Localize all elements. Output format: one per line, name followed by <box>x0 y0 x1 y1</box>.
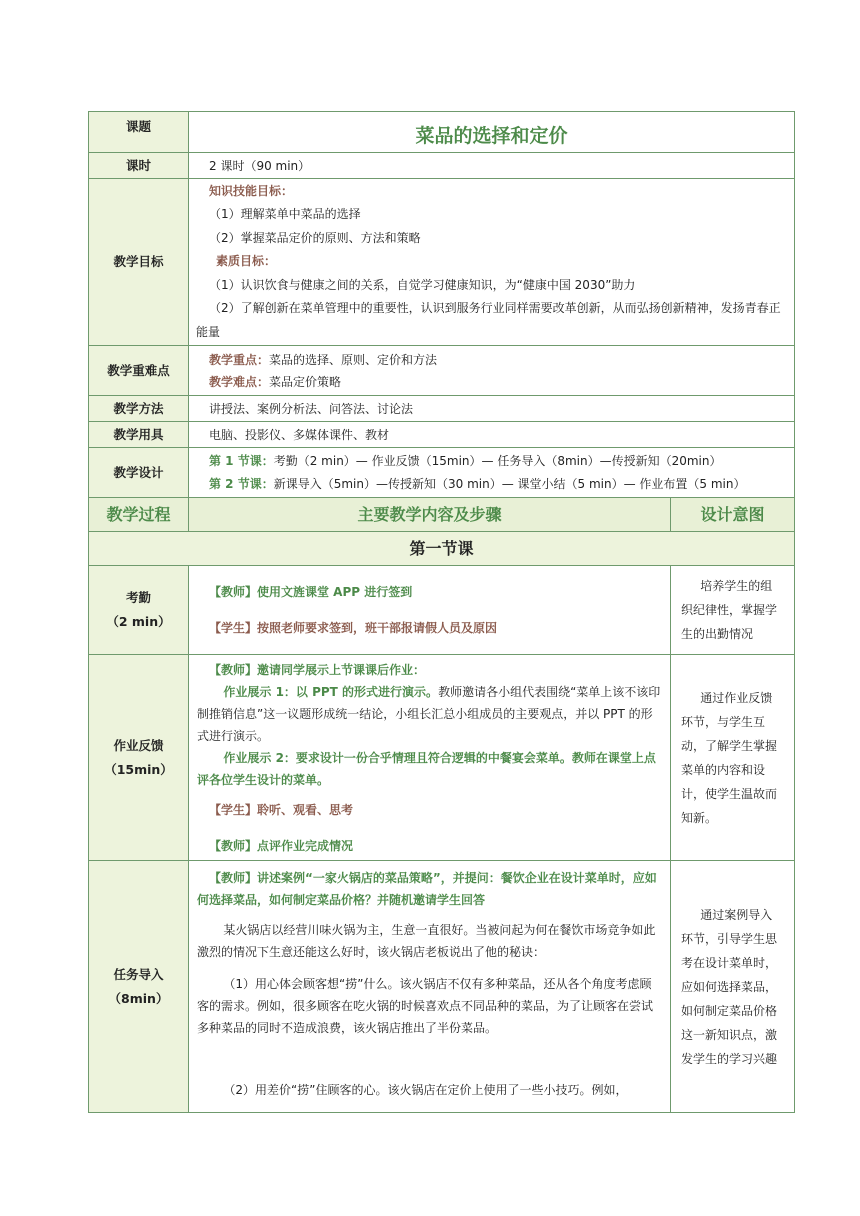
keypoint-head: 教学重点： <box>209 352 270 367</box>
intro-teacher: 【教师】讲述案例“一家火锅店的菜品策略”，并提问：餐饮企业在设计菜单时，应如何选择菜品，如何制定菜品价格？并随机邀请学生回答 <box>197 871 657 907</box>
keypoints-label: 教学重难点 <box>89 346 189 396</box>
methods-label: 教学方法 <box>89 396 189 422</box>
attendance-teacher: 【教师】使用文旌课堂 APP 进行签到 <box>209 585 413 599</box>
process-header-col3: 设计意图 <box>671 498 795 532</box>
hours-value: 2 课时（90 min） <box>189 153 795 179</box>
hours-label: 课时 <box>89 153 189 179</box>
design2-text: 新课导入（5min）—传授新知（30 min）— 课堂小结（5 min）— 作业布置（5 min） <box>273 476 746 491</box>
tools-value: 电脑、投影仪、多媒体课件、教材 <box>189 422 795 448</box>
design-cell <box>189 448 795 498</box>
quality-title: 素质目标： <box>216 254 277 269</box>
objective-q1: （1）认识饮食与健康之间的关系，自觉学习健康知识，为“健康中国 2030”助力 <box>209 277 636 292</box>
design1-text: 考勤（2 min）— 作业反馈（15min）— 任务导入（8min）—传授新知（20min） <box>273 453 722 468</box>
tools-label: 教学用具 <box>89 422 189 448</box>
homework-label: 作业反馈 <box>113 737 164 753</box>
page-title: 菜品的选择和定价 <box>189 112 795 153</box>
attendance-time: （2 min） <box>106 614 171 629</box>
keypoints-cell <box>189 346 795 396</box>
difficulty-text: 菜品定价策略 <box>269 374 342 389</box>
intro-content <box>189 861 671 1113</box>
topic-label: 课题 <box>89 112 189 153</box>
objective-k2: （2）掌握菜品定价的原则、方法和策略 <box>209 230 421 245</box>
attendance-content <box>189 566 671 655</box>
objectives-label: 教学目标 <box>89 179 189 346</box>
homework-teacher2: 【教师】点评作业完成情况 <box>209 838 354 853</box>
homework-content <box>189 655 671 861</box>
attendance-label-cell <box>89 566 189 655</box>
design-label: 教学设计 <box>89 448 189 498</box>
intro-para2: （1）用心体会顾客想“捞”什么。该火锅店不仅有多种菜品，还从各个角度考虑顾客的需求。例如，很多顾客在吃火锅的时候喜欢点不同品种的菜品，为了让顾客在尝试多种菜品的同时不造成浪费，该火锅店推出了半份菜品。 <box>197 977 654 1035</box>
difficulty-head: 教学难点： <box>209 374 270 389</box>
homework-intent-text: 通过作业反馈环节，与学生互动，了解学生掌握菜单的内容和设计，使学生温故而知新。 <box>681 690 778 825</box>
intro-intent <box>671 861 795 1113</box>
objective-k1: （1）理解菜单中菜品的选择 <box>209 207 361 222</box>
homework-show2: 作业展示 2：要求设计一份合乎情理且符合逻辑的中餐宴会菜单。教师在课堂上点评各位学生设计的菜单。 <box>197 750 656 787</box>
homework-teacher1: 【教师】邀请同学展示上节课课后作业： <box>209 662 426 677</box>
design1-head: 第 1 节课： <box>209 453 274 468</box>
attendance-intent-text: 培养学生的组织纪律性，掌握学生的出勤情况 <box>681 579 778 641</box>
methods-value: 讲授法、案例分析法、问答法、讨论法 <box>189 396 795 422</box>
intro-label-cell <box>89 861 189 1113</box>
intro-label: 任务导入 <box>113 966 164 982</box>
homework-label-cell <box>89 655 189 861</box>
homework-show1-body: 教师邀请各小组代表围绕“菜单上该不该印制推销信息”这一议题形成统一结论，小组长汇总小组成员的主要观点，并以 PPT 的形式进行演示。 <box>197 684 661 743</box>
attendance-label: 考勤 <box>125 590 151 605</box>
keypoint-text: 菜品的选择、原则、定价和方法 <box>269 352 438 367</box>
intro-para3: （2）用差价“捞”住顾客的心。该火锅店在定价上使用了一些小技巧。例如， <box>223 1083 628 1097</box>
section-title: 第一节课 <box>89 532 795 566</box>
objectives-cell <box>189 179 795 346</box>
homework-show1-head: 作业展示 1：以 PPT 的形式进行演示。 <box>223 684 439 699</box>
intro-time: （8min） <box>108 990 169 1006</box>
process-header-col1: 教学过程 <box>89 498 189 532</box>
homework-intent <box>671 655 795 861</box>
intro-intent-text: 通过案例导入环节，引导学生思考在设计菜单时，应如何选择菜品，如何制定菜品价格这一新知识点，激发学生的学习兴趣 <box>681 907 778 1066</box>
homework-student: 【学生】聆听、观看、思考 <box>209 802 354 817</box>
lesson-plan-table <box>88 111 795 1113</box>
objective-q2: （2）了解创新在菜单管理中的重要性，认识到服务行业同样需要改革创新，从而弘扬创新精神，发扬青春正能量 <box>196 301 781 339</box>
process-header-col2: 主要教学内容及步骤 <box>189 498 671 532</box>
homework-time: （15min） <box>104 761 173 777</box>
knowledge-title: 知识技能目标： <box>209 183 294 198</box>
attendance-student: 【学生】按照老师要求签到，班干部报请假人员及原因 <box>209 621 498 635</box>
attendance-intent <box>671 566 795 655</box>
design2-head: 第 2 节课： <box>209 476 274 491</box>
intro-para1: 某火锅店以经营川味火锅为主，生意一直很好。当被问起为何在餐饮市场竞争如此激烈的情况下生意还能这么好时，该火锅店老板说出了他的秘诀： <box>197 923 656 959</box>
